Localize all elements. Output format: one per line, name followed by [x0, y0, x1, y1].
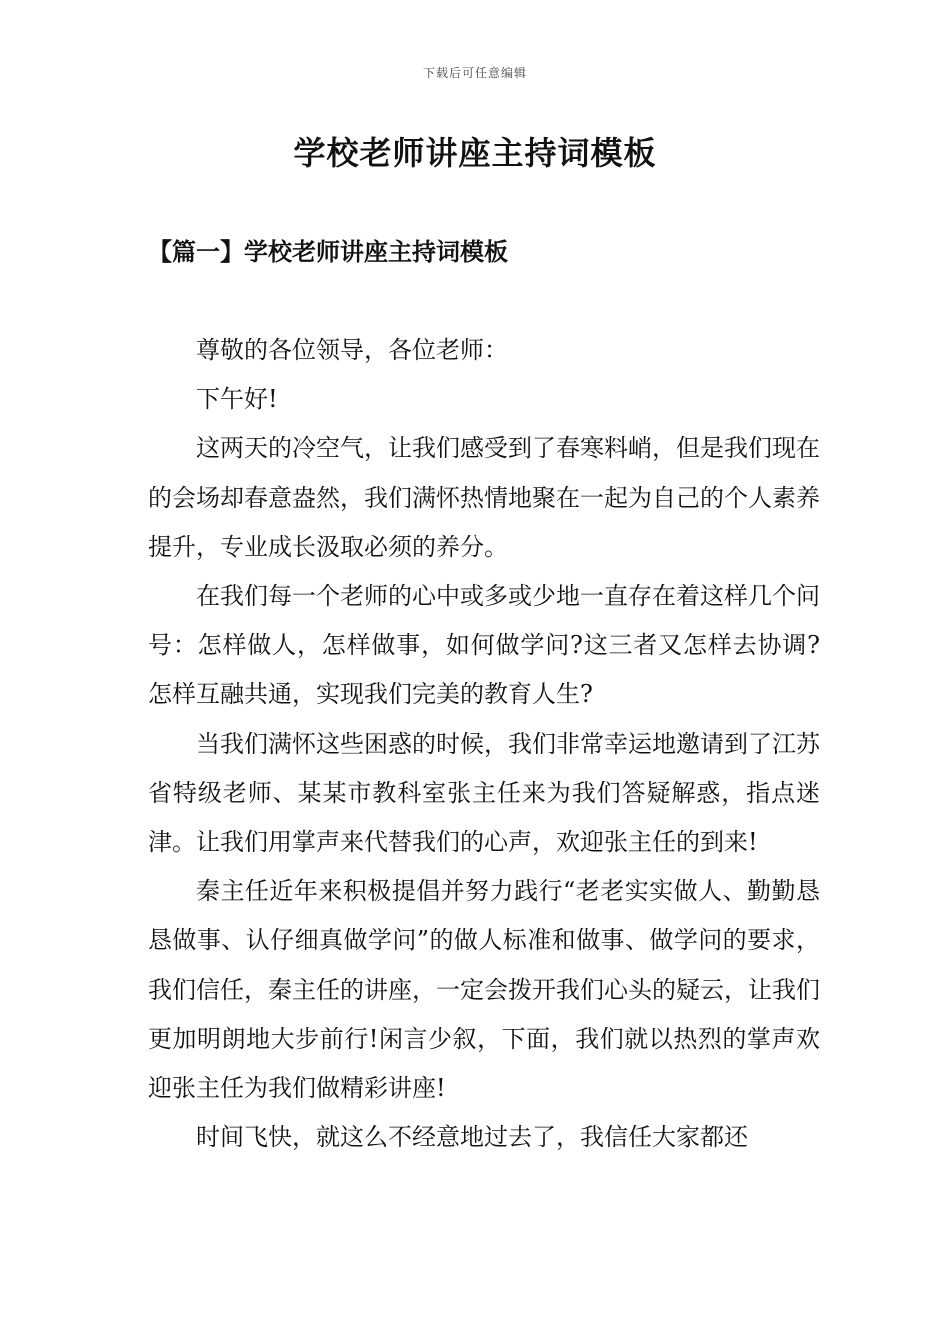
header-note: 下载后可任意编辑 — [422, 66, 527, 80]
paragraph: 在我们每一个老师的心中或多或少地一直存在着这样几个问号：怎样做人，怎样做事，如何做学问?这三者又怎样去协调?怎样互融共通，实现我们完美的教育人生? — [148, 582, 820, 709]
paragraph: 当我们满怀这些困惑的时候，我们非常幸运地邀请到了江苏省特级老师、某某市教科室张主任来为我们答疑解惑，指点迷津。让我们用掌声来代替我们的心声，欢迎张主任的到来! — [148, 729, 820, 857]
paragraph-greeting-address: 尊敬的各位领导，各位老师： — [196, 336, 508, 364]
paragraph: 秦主任近年来积极提倡并努力践行“老老实实做人、勤勤恳恳做事、认仔细真做学问”的做人标准和做事、做学问的要求，我们信任，秦主任的讲座，一定会拨开我们心头的疑云，让我们更加明朗地大步前行!闲言少叙，下面，我们就以热烈的掌声欢迎张主任为我们做精彩讲座! — [148, 877, 820, 1103]
section-heading: 【篇一】学校老师讲座主持词模板 — [148, 237, 508, 266]
paragraph: 这两天的冷空气，让我们感受到了春寒料峭，但是我们现在的会场却春意盎然，我们满怀热情地聚在一起为自己的个人素养提升，专业成长汲取必须的养分。 — [148, 434, 820, 561]
document-title: 学校老师讲座主持词模板 — [293, 134, 657, 172]
paragraph-greeting: 下午好! — [196, 385, 278, 414]
paragraph: 时间飞快，就这么不经意地过去了，我信任大家都还 — [196, 1123, 748, 1152]
document-body — [148, 326, 820, 1162]
